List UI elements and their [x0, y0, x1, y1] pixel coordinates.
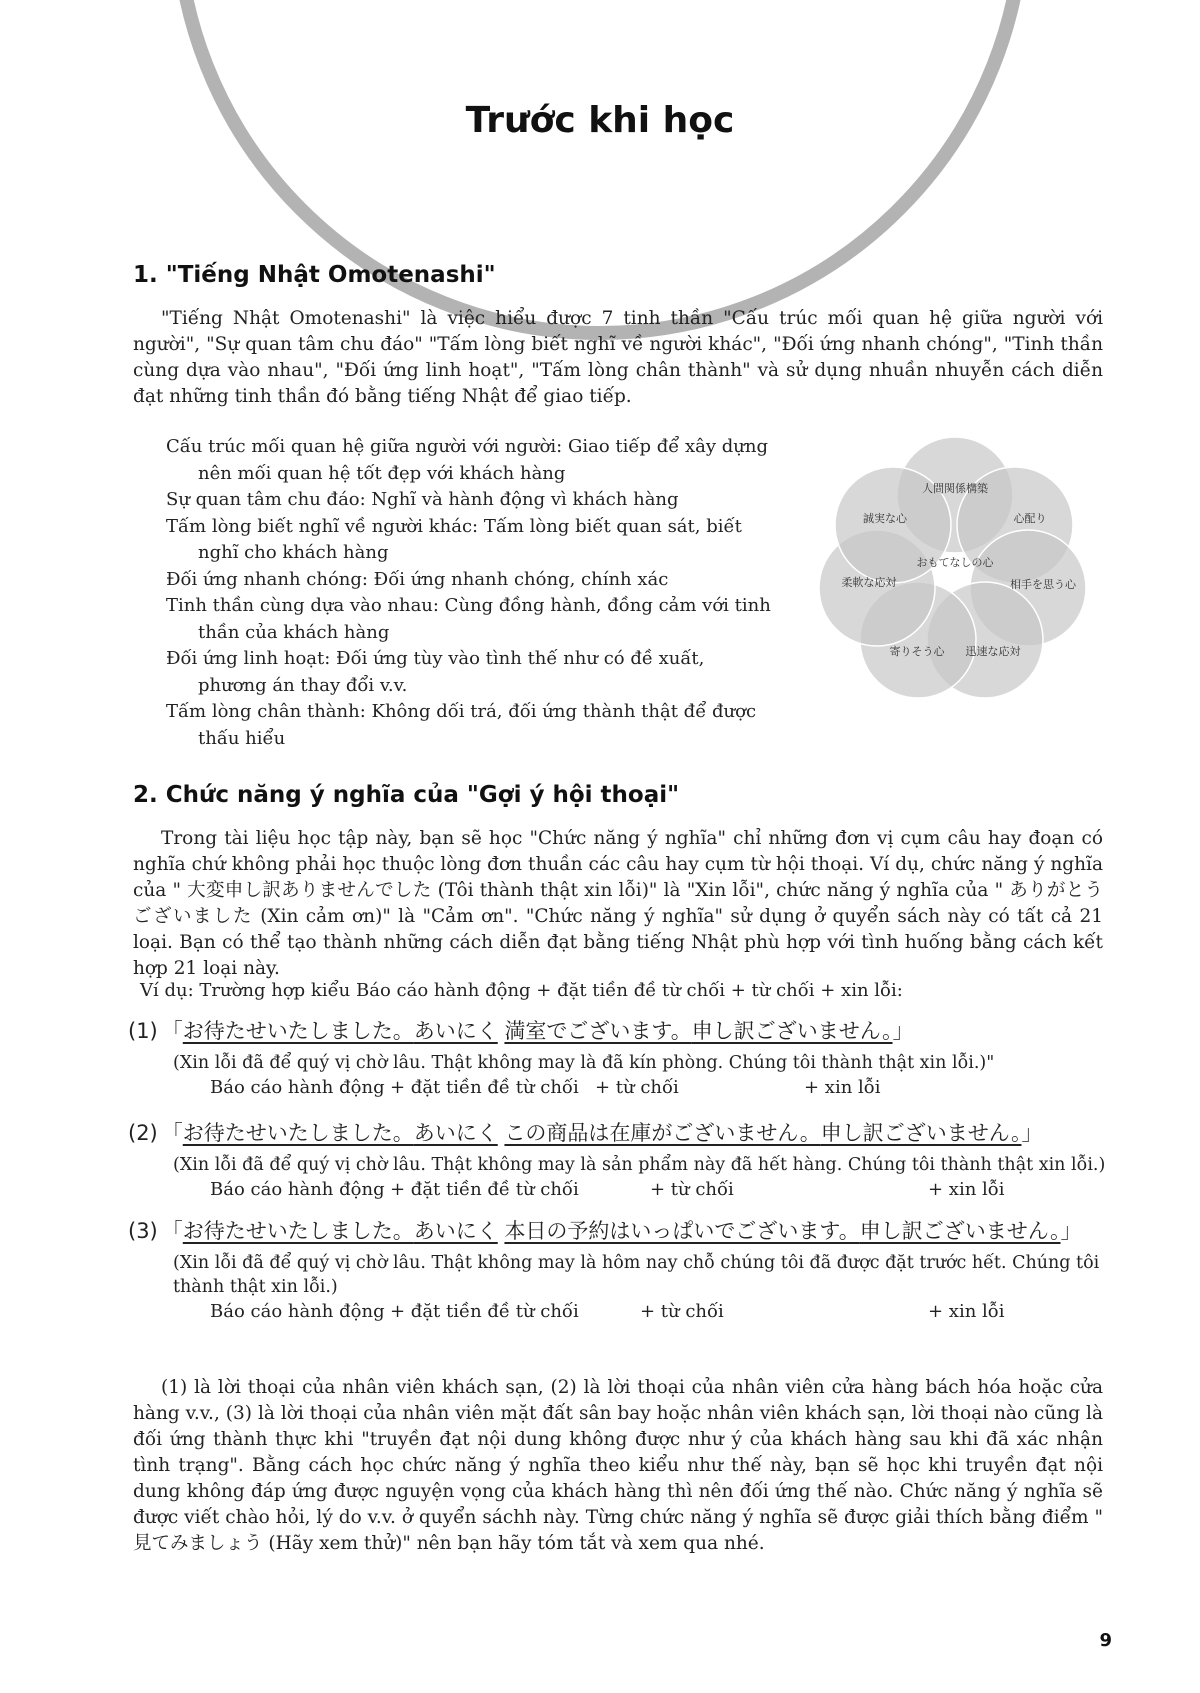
close-bracket: 」	[892, 1019, 914, 1043]
section-1-heading: 1. "Tiếng Nhật Omotenashi"	[133, 262, 496, 288]
example-annotations	[128, 1301, 1118, 1325]
example-annotations	[128, 1077, 1118, 1101]
annotation-label: + xin lỗi	[928, 1179, 1005, 1200]
section-2-heading: 2. Chức năng ý nghĩa của "Gợi ý hội thoại"	[133, 782, 680, 808]
definition-item: Cấu trúc mối quan hệ giữa người với người: Giao tiếp để xây dựng nên mối quan hệ tốt đẹp với khách hàng	[166, 436, 769, 484]
action-report-phrase: お待たせいたしました。	[182, 1121, 414, 1145]
annotation-label: + từ chối	[640, 1301, 724, 1322]
open-bracket: 「	[161, 1019, 183, 1043]
page-number: 9	[1099, 1630, 1112, 1651]
open-bracket: 「	[161, 1121, 183, 1145]
example-3	[128, 1215, 1118, 1325]
example-annotations	[128, 1179, 1118, 1203]
section-2-paragraph	[133, 826, 1103, 982]
close-bracket: 」	[1060, 1219, 1082, 1243]
premise-phrase: あいにく	[413, 1019, 498, 1043]
petal-label: 柔軟な応対	[841, 576, 897, 589]
annotation-label: + xin lỗi	[804, 1077, 881, 1098]
annotation-label: + xin lỗi	[928, 1301, 1005, 1322]
premise-phrase: あいにく	[413, 1219, 498, 1243]
definition-item: Tấm lòng biết nghĩ về người khác: Tấm lòng biết quan sát, biết nghĩ cho khách hàng	[166, 515, 742, 563]
center-label: おもてなしの心	[916, 556, 994, 569]
example-translation: (Xin lỗi đã để quý vị chờ lâu. Thật không may là đã kín phòng. Chúng tôi thành thật xin lỗi.)"	[173, 1053, 995, 1073]
definition-item: Đối ứng nhanh chóng: Đối ứng nhanh chóng, chính xác	[166, 568, 669, 590]
decorative-arc	[170, 0, 1030, 340]
closing-paragraph	[133, 1375, 1103, 1557]
action-report-phrase: お待たせいたしました。	[182, 1019, 414, 1043]
refusal-phrase: 満室でございます。	[504, 1019, 692, 1043]
refusal-phrase: この商品は在庫がございません。	[504, 1121, 821, 1145]
example-intro: Ví dụ: Trường hợp kiểu Báo cáo hành động + đặt tiền đề từ chối + từ chối + xin lỗi:	[140, 980, 903, 1001]
petal-label: 寄りそう心	[889, 645, 945, 658]
section-2-text: Trong tài liệu học tập này, bạn sẽ học "Chức năng ý nghĩa" chỉ những đơn vị cụm câu hay đoạn có nghĩa chứ không phải học thuộc lòng đơn thuần các câu hay cụm từ hội thoại. Ví dụ, chức năng ý nghĩa của " 大変申し訳ありませんでした (Tôi thành thật xin lỗi)" là "Xin lỗi", chức năng ý nghĩa của " ありがとうございました (Xin cảm ơn)" là "Cảm ơn". "Chức năng ý nghĩa" sử dụng ở quyển sách này có tất cả 21 loại. Bạn có thể tạo thành những cách diễn đạt bằng tiếng Nhật phù hợp với tình huống bằng cách kết hợp 21 loại này.	[133, 828, 1103, 979]
annotation-label: + từ chối	[595, 1077, 679, 1098]
petal-label: 相手を思う心	[1010, 578, 1076, 591]
apology-phrase: 申し訳ございません。	[859, 1219, 1061, 1243]
annotation-label: + đặt tiền đề từ chối	[390, 1179, 579, 1200]
example-japanese	[128, 1015, 1118, 1045]
petal-label: 誠実な心	[863, 512, 907, 525]
example-2	[128, 1117, 1118, 1203]
petal-label: 迅速な応対	[965, 645, 1021, 658]
example-japanese	[128, 1117, 1118, 1147]
example-japanese	[128, 1215, 1118, 1245]
annotation-label: + đặt tiền đề từ chối	[390, 1077, 579, 1098]
annotation-label: + từ chối	[650, 1179, 734, 1200]
example-number: (3)	[128, 1219, 158, 1243]
example-1	[128, 1015, 1118, 1101]
annotation-label: Báo cáo hành động	[210, 1301, 385, 1322]
section-1-paragraph	[133, 306, 1103, 410]
example-translation: (Xin lỗi đã để quý vị chờ lâu. Thật không may là hôm nay chỗ chúng tôi đã được đặt trước hết. Chúng tôi thành thật xin lỗi.)	[173, 1253, 1100, 1297]
premise-phrase: あいにく	[413, 1121, 498, 1145]
diagram-svg	[815, 430, 1095, 710]
annotation-label: + đặt tiền đề từ chối	[390, 1301, 579, 1322]
definition-item: Tinh thần cùng dựa vào nhau: Cùng đồng hành, đồng cảm với tinh thần của khách hàng	[166, 595, 771, 643]
refusal-phrase: 本日の予約はいっぱいでございます。	[504, 1219, 860, 1243]
example-number: (1)	[128, 1019, 158, 1043]
page-title: Trước khi học	[465, 100, 735, 141]
example-translation: (Xin lỗi đã để quý vị chờ lâu. Thật không may là sản phẩm này đã hết hàng. Chúng tôi thành thật xin lỗi.)	[173, 1155, 1106, 1175]
definition-item: Sự quan tâm chu đáo: Nghĩ và hành động vì khách hàng	[166, 489, 679, 510]
definition-item: Đối ứng linh hoạt: Đối ứng tùy vào tình thế như có đề xuất, phương án thay đổi v.v.	[166, 648, 705, 696]
omotenashi-diagram	[815, 430, 1095, 710]
apology-phrase: 申し訳ございません。	[691, 1019, 893, 1043]
section-1-text: "Tiếng Nhật Omotenashi" là việc hiểu được 7 tinh thần "Cấu trúc mối quan hệ giữa người với người", "Sự quan tâm chu đáo" "Tấm lòng biết nghĩ về người khác", "Đối ứng nhanh chóng", "Tinh thần cùng dựa vào nhau", "Đối ứng linh hoạt", "Tấm lòng chân thành" và sử dụng nhuần nhuyễn cách diễn đạt những tinh thần đó bằng tiếng Nhật để giao tiếp.	[133, 308, 1103, 407]
petal-label: 人間関係構築	[922, 482, 988, 495]
closing-text: (1) là lời thoại của nhân viên khách sạn, (2) là lời thoại của nhân viên cửa hàng bách hóa hoặc cửa hàng v.v., (3) là lời thoại của nhân viên mặt đất sân bay hoặc nhân viên khách sạn, lời thoại nào cũng là đối ứng thành thực khi "truyền đạt nội dung không được như ý của khách hàng sau khi đã xác nhận tình trạng". Bằng cách học chức năng ý nghĩa theo kiểu như thế này, bạn sẽ học khi truyền đạt nội dung không đáp ứng được nguyện vọng của khách hàng thì nên đối ứng thế nào. Chức năng ý nghĩa sẽ được viết chào hỏi, lý do v.v. ở quyển sáchh này. Từng chức năng ý nghĩa sẽ được giải thích bằng điểm " 見てみましょう (Hãy xem thử)" nên bạn hãy tóm tắt và xem qua nhé.	[133, 1377, 1103, 1554]
annotation-label: Báo cáo hành động	[210, 1179, 385, 1200]
example-number: (2)	[128, 1121, 158, 1145]
action-report-phrase: お待たせいたしました。	[182, 1219, 414, 1243]
definition-list	[166, 434, 776, 752]
petal-label: 心配り	[1013, 512, 1047, 525]
open-bracket: 「	[161, 1219, 183, 1243]
apology-phrase: 申し訳ございません。	[820, 1121, 1022, 1145]
definition-item: Tấm lòng chân thành: Không dối trá, đối ứng thành thật để được thấu hiểu	[166, 701, 757, 749]
close-bracket: 」	[1021, 1121, 1043, 1145]
annotation-label: Báo cáo hành động	[210, 1077, 385, 1098]
